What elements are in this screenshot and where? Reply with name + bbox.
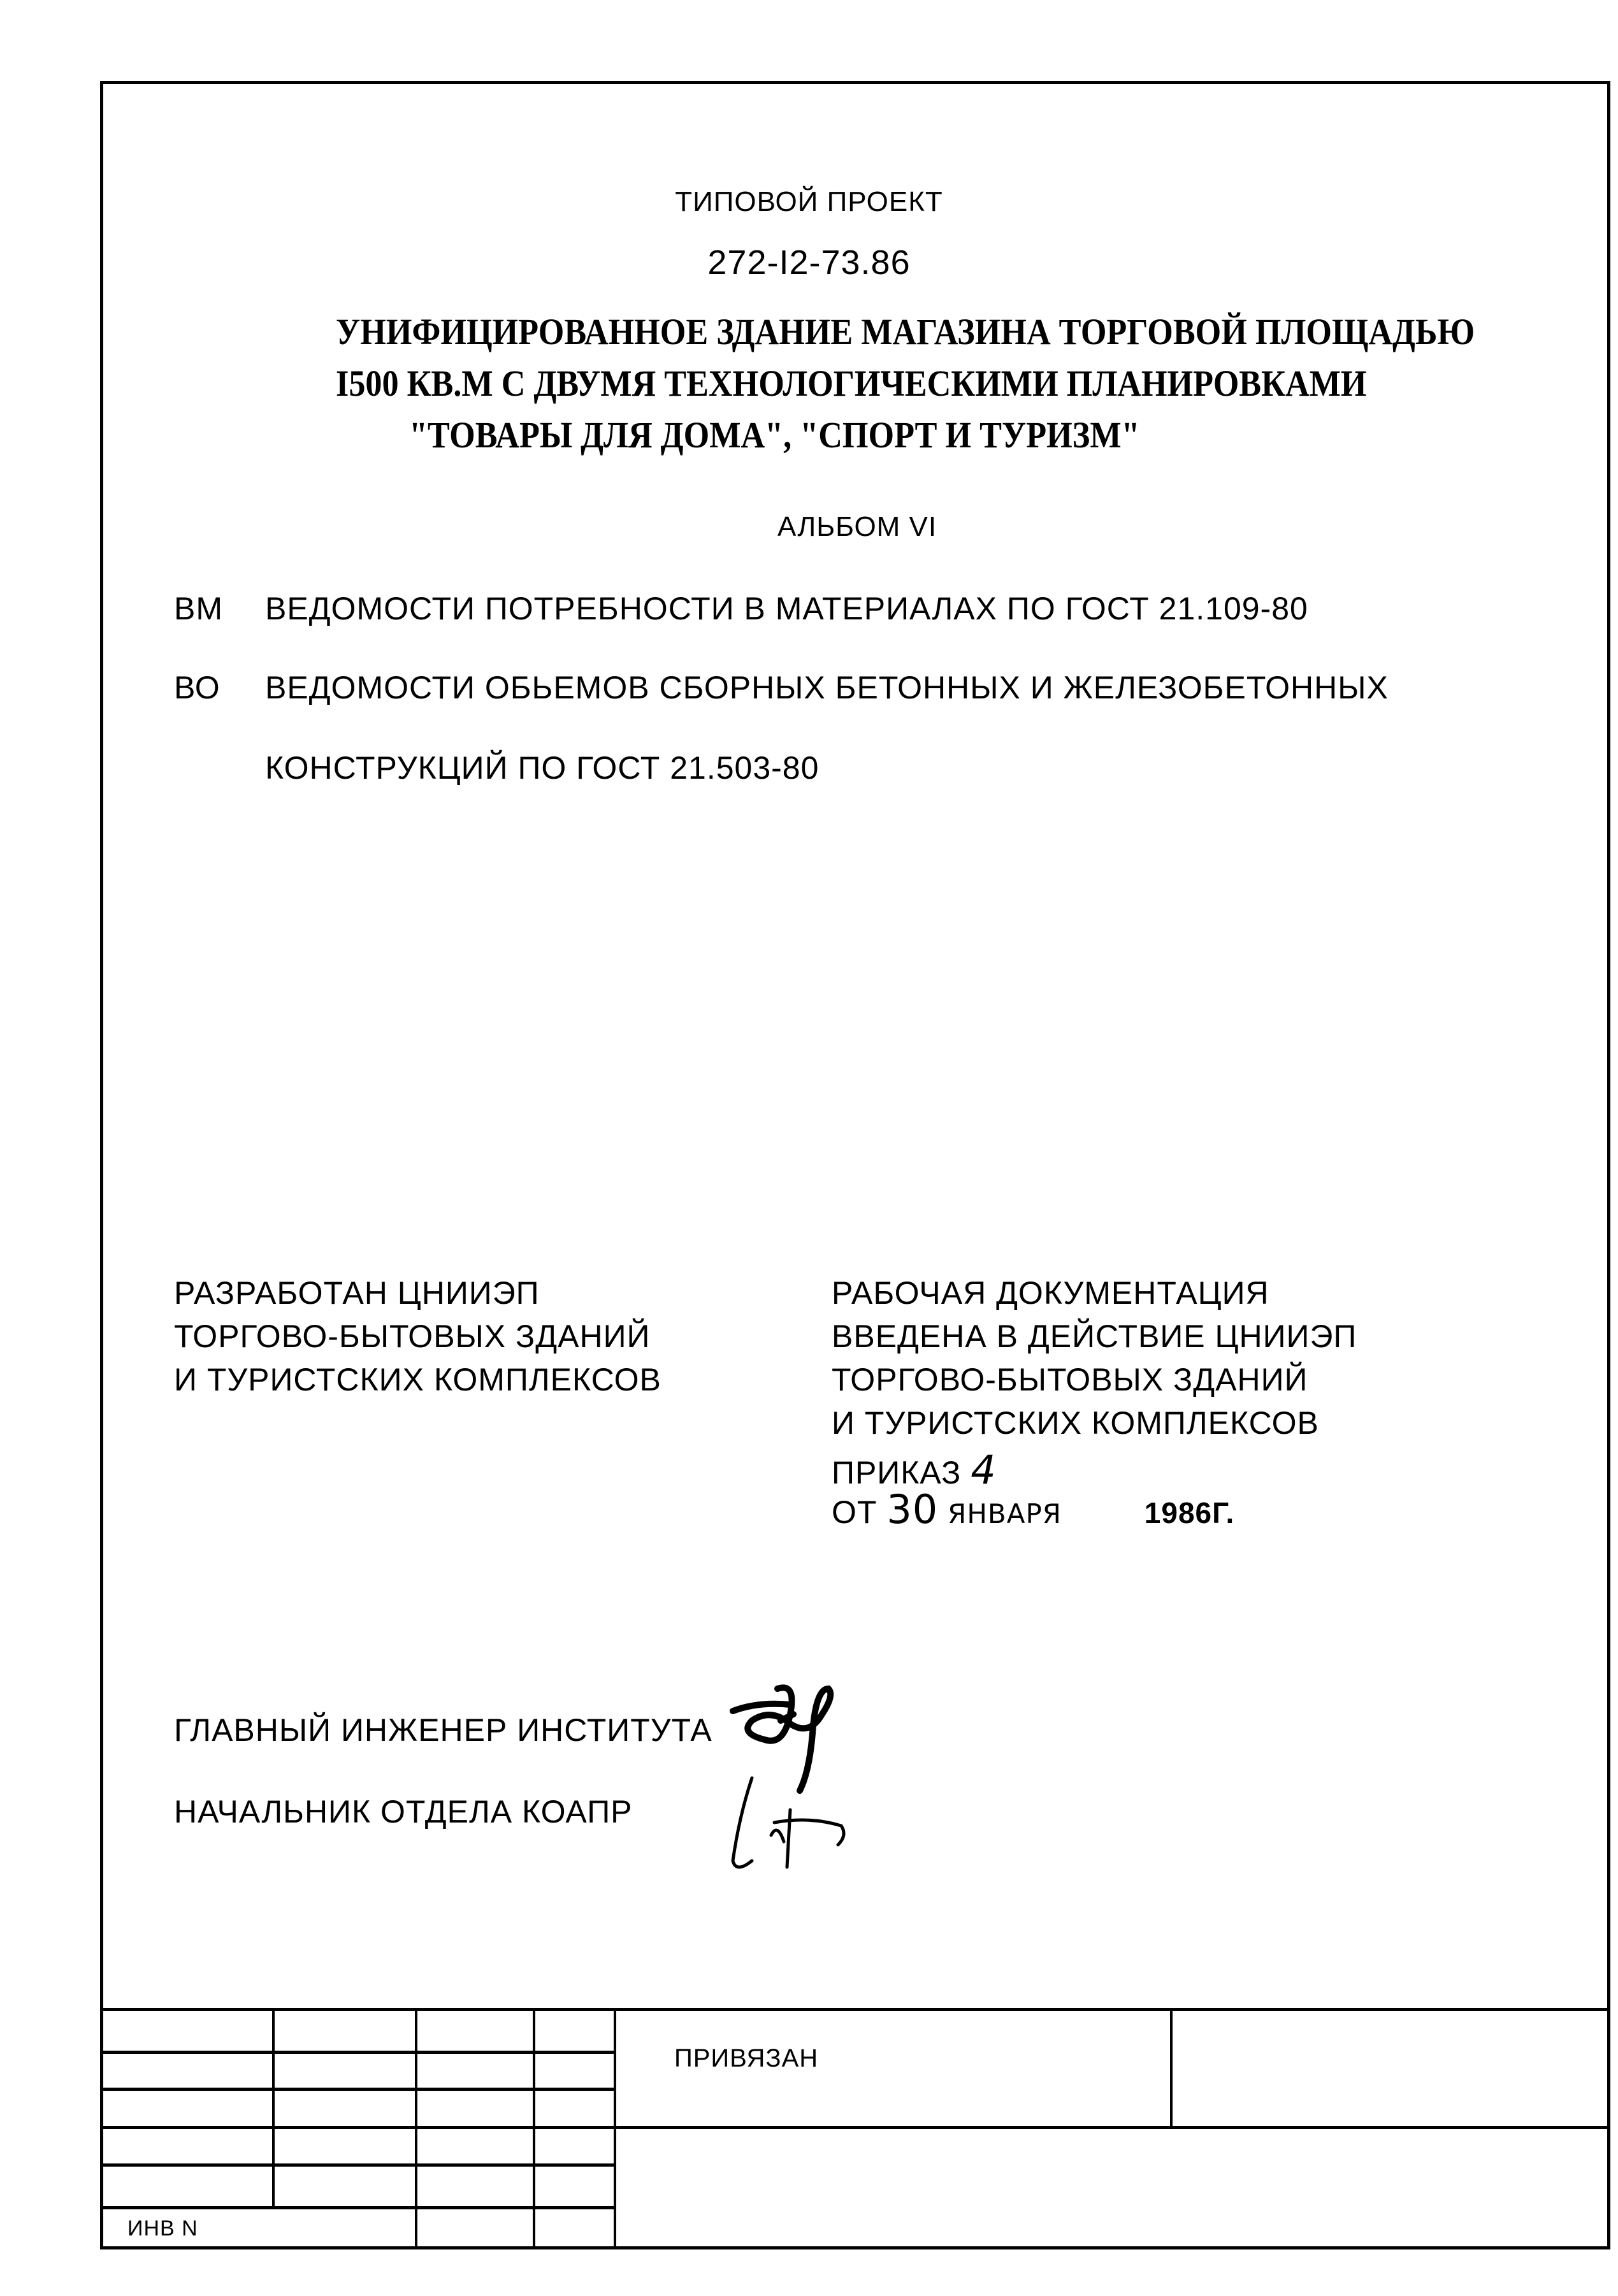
album-label: АЛЬБОМ VI [777,511,937,542]
content-code-vo: ВО [174,670,220,705]
date-prefix: ОТ [832,1494,878,1530]
date-row [832,1486,1235,1533]
content-title-vm: ВЕДОМОСТИ ПОТРЕБНОСТИ В МАТЕРИАЛАХ ПО ГОСТ 21.109-80 [265,591,1308,626]
content-title-vo-1: ВЕДОМОСТИ ОБЬЕМОВ СБОРНЫХ БЕТОННЫХ И ЖЕЛЕЗОБЕТОННЫХ [265,670,1389,705]
date-day: 30 [886,1486,939,1533]
approval-line-4: И ТУРИСТСКИХ КОМПЛЕКСОВ [832,1405,1319,1441]
chief-engineer-label: ГЛАВНЫЙ ИНЖЕНЕР ИНСТИТУТА [174,1712,712,1748]
order-number: 4 [971,1447,997,1493]
signature-department-head [714,1765,918,1893]
date-year: 1986Г. [1144,1496,1235,1529]
series-label: ТИПОВОЙ ПРОЕКТ [675,186,943,217]
developer-line-1: РАЗРАБОТАН ЦНИИЭП [174,1275,540,1311]
inventory-label: ИНВ N [127,2216,198,2241]
order-row [832,1447,997,1493]
developer-line-2: ТОРГОВО-БЫТОВЫХ ЗДАНИЙ [174,1318,651,1354]
order-label: ПРИКАЗ [832,1455,962,1491]
content-title-vo-2: КОНСТРУКЦИЙ ПО ГОСТ 21.503-80 [265,750,820,786]
department-head-label: НАЧАЛЬНИК ОТДЕЛА КОАПР [174,1794,633,1830]
approval-line-2: ВВЕДЕНА В ДЕЙСТВИЕ ЦНИИЭП [832,1318,1357,1354]
title-line-1: УНИФИЦИРОВАННОЕ ЗДАНИЕ МАГАЗИНА ТОРГОВОЙ ПЛОЩАДЬЮ [336,311,1475,352]
drawing-frame [100,81,1610,2249]
bound-label: ПРИВЯЗАН [674,2044,819,2072]
approval-line-3: ТОРГОВО-БЫТОВЫХ ЗДАНИЙ [832,1362,1308,1397]
approval-line-1: РАБОЧАЯ ДОКУМЕНТАЦИЯ [832,1275,1269,1311]
title-line-2: I500 КВ.М С ДВУМЯ ТЕХНОЛОГИЧЕСКИМИ ПЛАНИРОВКАМИ [336,363,1367,404]
project-number: 272-I2-73.86 [707,243,911,282]
developer-line-3: И ТУРИСТСКИХ КОМПЛЕКСОВ [174,1362,661,1397]
content-code-vm: ВМ [174,591,223,626]
date-month: ЯНВАРЯ [948,1498,1062,1529]
title-line-3: "ТОВАРЫ ДЛЯ ДОМА", "СПОРТ И ТУРИЗМ" [409,414,1140,456]
